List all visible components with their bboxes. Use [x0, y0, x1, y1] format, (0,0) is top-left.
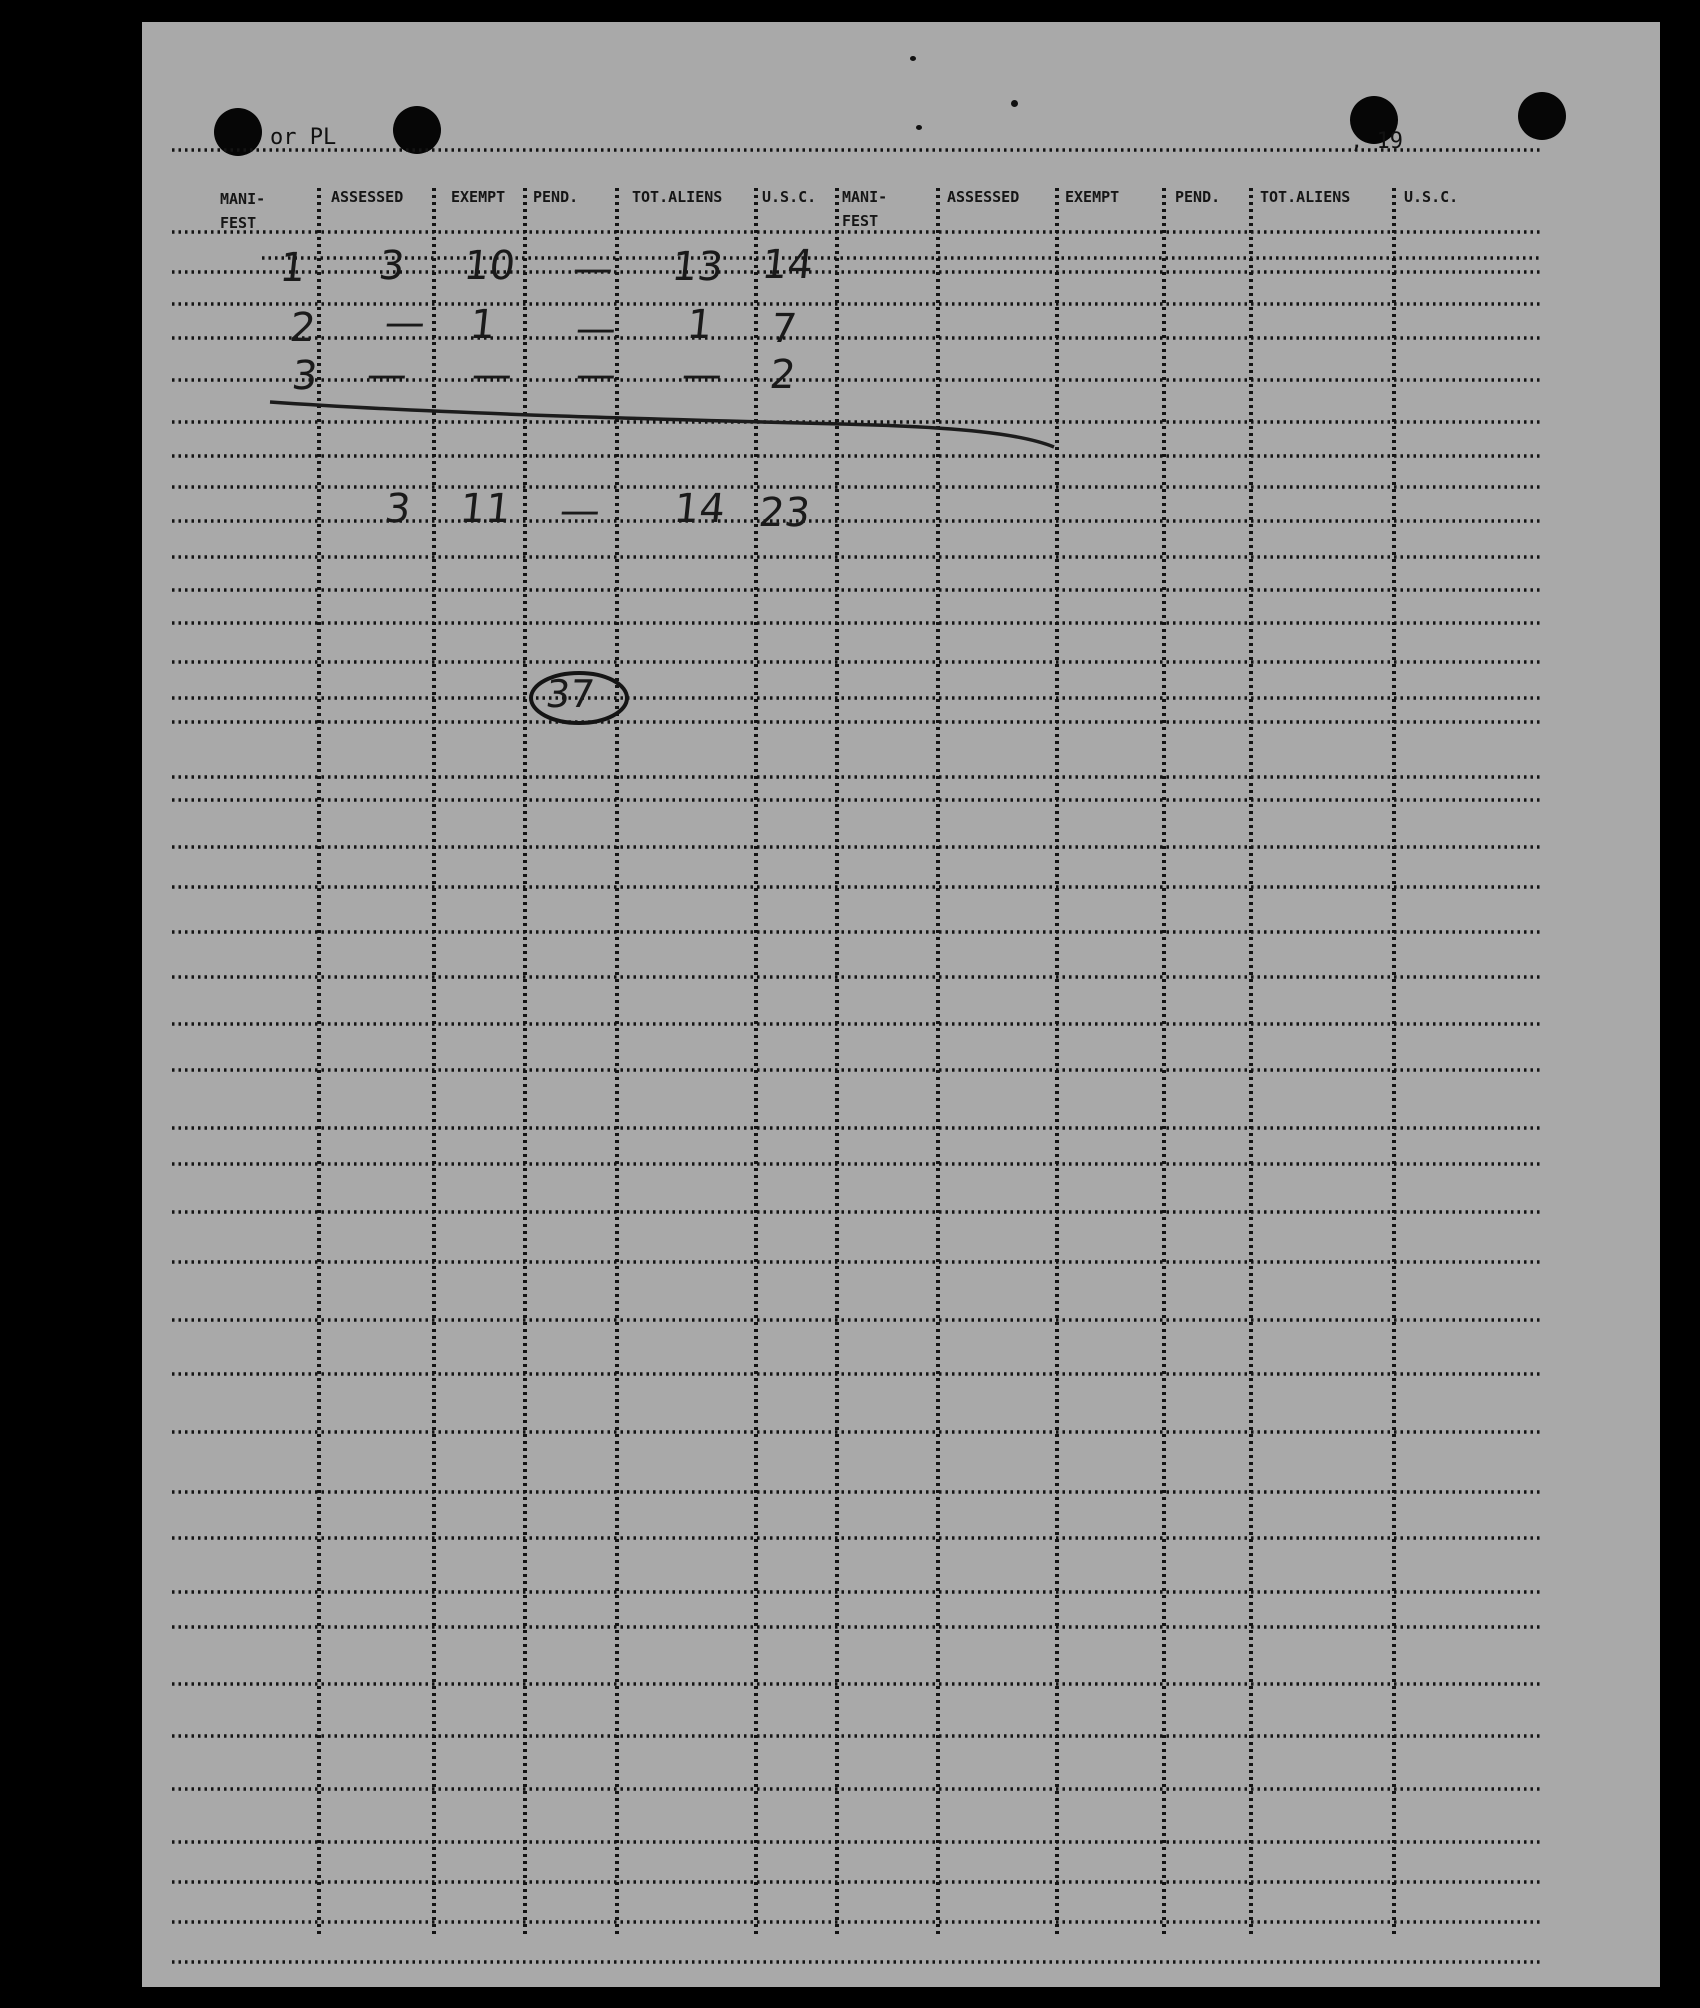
hw-row3-exempt: —	[469, 352, 515, 398]
col-header-pend-right: PEND.	[1175, 188, 1221, 206]
col-label-2: FEST	[220, 214, 257, 232]
col-header-totaliens-left: TOT.ALIENS	[632, 188, 723, 206]
hw-row1-pend: —	[570, 246, 616, 292]
hw-row3-pend: —	[573, 352, 619, 398]
form-sheet	[142, 22, 1660, 1987]
col-header-exempt-right: EXEMPT	[1065, 188, 1120, 206]
hw-row2-totaliens: 1	[684, 302, 715, 348]
col-header-pend-left: PEND.	[533, 188, 579, 206]
col-label: MANI-	[842, 188, 888, 206]
hw-row2-manifest: 2	[287, 305, 318, 351]
hw-row1-usc: 14	[759, 242, 816, 288]
col-header-assessed-left: ASSESSED	[331, 188, 404, 206]
hw-row3-usc: 2	[767, 352, 798, 398]
col-header-assessed-right: ASSESSED	[947, 188, 1020, 206]
col-header-usc-left: U.S.C.	[762, 188, 817, 206]
hw-row1-exempt: 10	[461, 243, 518, 289]
col-header-exempt-left: EXEMPT	[451, 188, 506, 206]
col-label: MANI-	[220, 190, 266, 208]
form-header-left: or PL	[270, 125, 337, 150]
hw-row3-manifest: 3	[289, 353, 320, 399]
hw-total-pend: —	[557, 488, 603, 534]
col-header-usc-right: U.S.C.	[1404, 188, 1459, 206]
hw-row3-assessed: —	[364, 352, 410, 398]
hw-total-usc: 23	[756, 490, 813, 536]
hw-total-assessed: 3	[382, 486, 413, 532]
hw-total-totaliens: 14	[671, 486, 728, 532]
hw-row1-totaliens: 13	[669, 244, 726, 290]
hw-row2-usc: 7	[768, 306, 799, 352]
hw-total-exempt: 11	[457, 486, 514, 532]
form-header-year: , 19	[1350, 129, 1403, 154]
hw-row2-exempt: 1	[467, 302, 498, 348]
ruled-grid	[142, 22, 1660, 1987]
hw-row1-manifest: 1	[277, 245, 308, 291]
hw-row2-pend: —	[573, 306, 619, 352]
col-header-totaliens-right: TOT.ALIENS	[1260, 188, 1351, 206]
hw-row1-assessed: 3	[376, 243, 407, 289]
hw-row2-assessed: —	[382, 300, 428, 346]
hw-circled-number: 37	[543, 672, 597, 716]
col-label-2: FEST	[842, 212, 879, 230]
hw-row3-totaliens: —	[679, 352, 725, 398]
